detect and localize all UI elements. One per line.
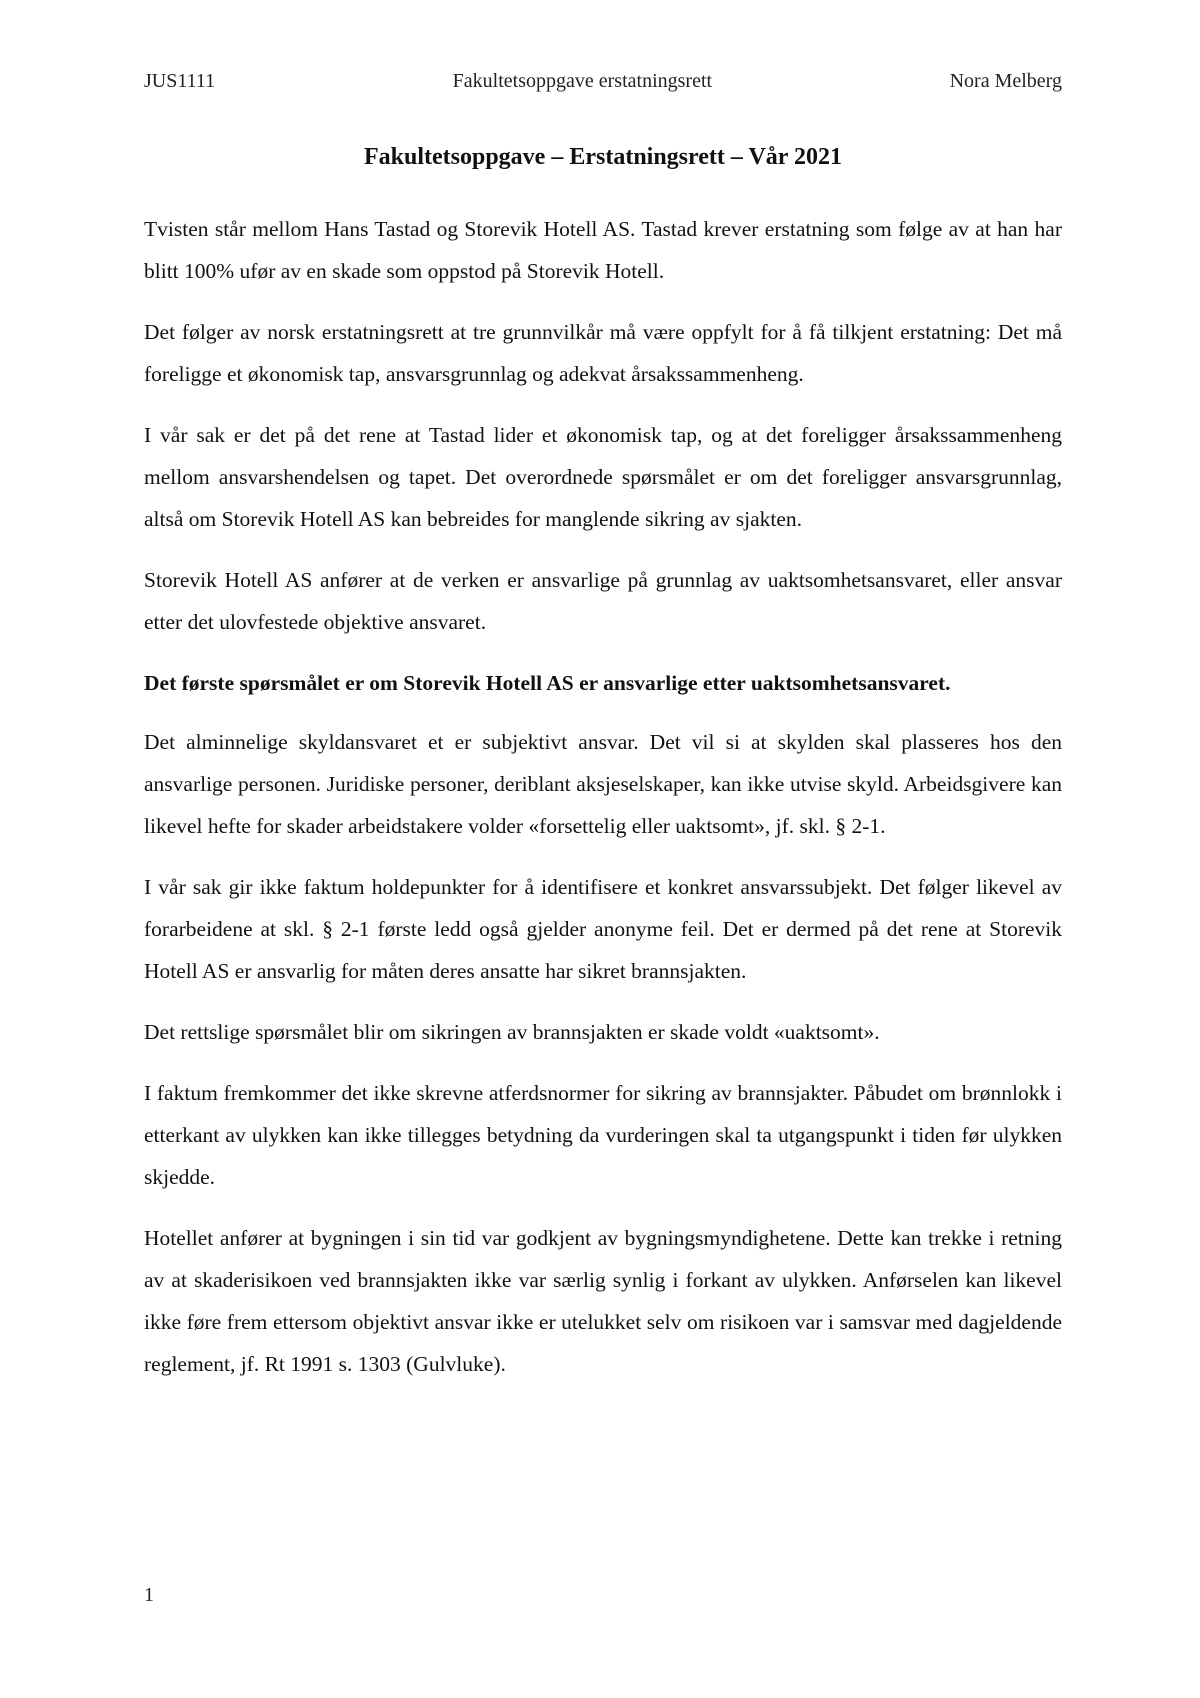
paragraph-anforsler: Storevik Hotell AS anfører at de verken er ansvarlige på grunnlag av uaktsomhetsansvaret, eller ansvar etter det ulovfestede objektive ansvaret. [144,568,1062,634]
section-subheading: Det første spørsmålet er om Storevik Hotell AS er ansvarlige etter uaktsomhetsansvaret. [144,671,951,695]
paragraph-skyldansvar: Det alminnelige skyldansvaret et er subjektivt ansvar. Det vil si at skylden skal plasseres hos den ansvarlige personen. Juridiske personer, deriblant aksjeselskaper, kan ikke utvise skyld. Arbeidsgivere kan likevel hefte for skader arbeidstakere volder «forsettelig eller uaktsomt», jf. skl. § 2-1. [144,730,1062,838]
paragraph-intro: Tvisten står mellom Hans Tastad og Storevik Hotell AS. Tastad krever erstatning som følge av at han har blitt 100% ufør av en skade som oppstod på Storevik Hotell. [144,217,1062,283]
document-body [144,208,1062,1404]
document-title: Fakultetsoppgave – Erstatningsrett – Vår 2021 [363,144,842,170]
header-author: Nora Melberg [949,70,1062,92]
paragraph-bygningsmyndigheter: Hotellet anfører at bygningen i sin tid var godkjent av bygningsmyndighetene. Dette kan trekke i retning av at skaderisikoen ved brannsjakten ikke var særlig synlig i forkant av ulykken. Anførselen kan likevel ikke føre frem ettersom objektivt ansvar ikke er utelukket selv om risikoen var i samsvar med dagjeldende reglement, jf. Rt 1991 s. 1303 (Gulvluke). [144,1226,1062,1376]
header-course-code: JUS1111 [144,70,216,92]
paragraph-rettslig-sporsmal: Det rettslige spørsmålet blir om sikringen av brannsjakten er skade voldt «uaktsomt». [144,1020,880,1044]
page-number: 1 [144,1584,154,1606]
paragraph-anonyme-feil: I vår sak gir ikke faktum holdepunkter for å identifisere et konkret ansvarssubjekt. Det følger likevel av forarbeidene at skl. § 2-1 første ledd også gjelder anonyme feil. Det er dermed på det rene at Storevik Hotell AS er ansvarlig for måten deres ansatte har sikret brannsjakten. [144,875,1062,983]
page-header [144,70,1062,100]
paragraph-grunnvilkar: Det følger av norsk erstatningsrett at tre grunnvilkår må være oppfylt for å få tilkjent erstatning: Det må foreligge et økonomisk tap, ansvarsgrunnlag og adekvat årsakssammenheng. [144,320,1062,386]
paragraph-atferdsnormer: I faktum fremkommer det ikke skrevne atferdsnormer for sikring av brannsjakter. Påbudet om brønnlokk i etterkant av ulykken kan ikke tillegges betydning da vurderingen skal ta utgangspunkt i tiden før ulykken skjedde. [144,1081,1062,1189]
header-document-label: Fakultetsoppgave erstatningsrett [452,70,713,92]
paragraph-overordnet-sporsmal: I vår sak er det på det rene at Tastad lider et økonomisk tap, og at det foreligger årsakssammenheng mellom ansvarshendelsen og tapet. Det overordnede spørsmålet er om det foreligger ansvarsgrunnlag, altså om Storevik Hotell AS kan bebreides for manglende sikring av sjakten. [144,423,1062,531]
